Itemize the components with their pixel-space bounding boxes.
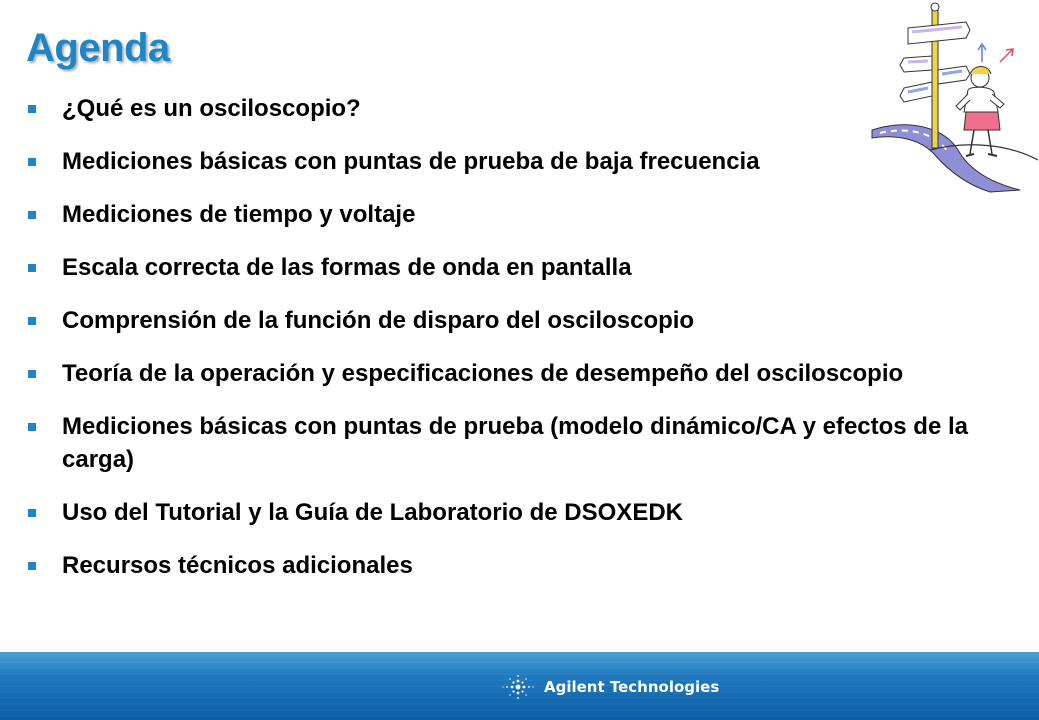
bullet-square-icon	[28, 370, 36, 378]
agenda-item-text: Mediciones básicas con puntas de prueba (modelo dinámico/CA y efectos de la carga)	[62, 413, 968, 473]
bullet-square-icon	[28, 423, 36, 431]
bullet-square-icon	[28, 158, 36, 166]
agenda-item	[28, 496, 988, 529]
agenda-item	[28, 92, 988, 125]
agenda-item-text: Uso del Tutorial y la Guía de Laboratorio de DSOXEDK	[62, 499, 683, 526]
agenda-item-text: Teoría de la operación y especificaciones de desempeño del osciloscopio	[62, 360, 904, 387]
bullet-square-icon	[28, 509, 36, 517]
bullet-square-icon	[28, 264, 36, 272]
agenda-item-text: Recursos técnicos adicionales	[62, 552, 413, 579]
agenda-item	[28, 198, 988, 231]
agenda-item	[28, 304, 988, 337]
agenda-item-text: Mediciones básicas con puntas de prueba de baja frecuencia	[62, 148, 760, 175]
agenda-list	[28, 92, 988, 602]
agilent-spark-logo-icon	[500, 672, 536, 702]
bullet-square-icon	[28, 211, 36, 219]
agenda-item-text: Mediciones de tiempo y voltaje	[62, 201, 416, 228]
bullet-square-icon	[28, 562, 36, 570]
bullet-square-icon	[28, 317, 36, 325]
agenda-item	[28, 357, 988, 390]
agenda-item	[28, 251, 988, 284]
slide-title: Agenda	[26, 26, 170, 70]
footer-band	[0, 652, 1039, 720]
agilent-logo	[500, 672, 719, 702]
agenda-item-text: Escala correcta de las formas de onda en pantalla	[62, 254, 632, 281]
agenda-item	[28, 410, 988, 476]
agenda-item-text: ¿Qué es un osciloscopio?	[62, 95, 361, 122]
agenda-item	[28, 145, 988, 178]
agenda-item-text: Comprensión de la función de disparo del osciloscopio	[62, 307, 695, 334]
agilent-logo-text: Agilent Technologies	[544, 678, 720, 696]
agenda-item	[28, 549, 988, 582]
bullet-square-icon	[28, 105, 36, 113]
